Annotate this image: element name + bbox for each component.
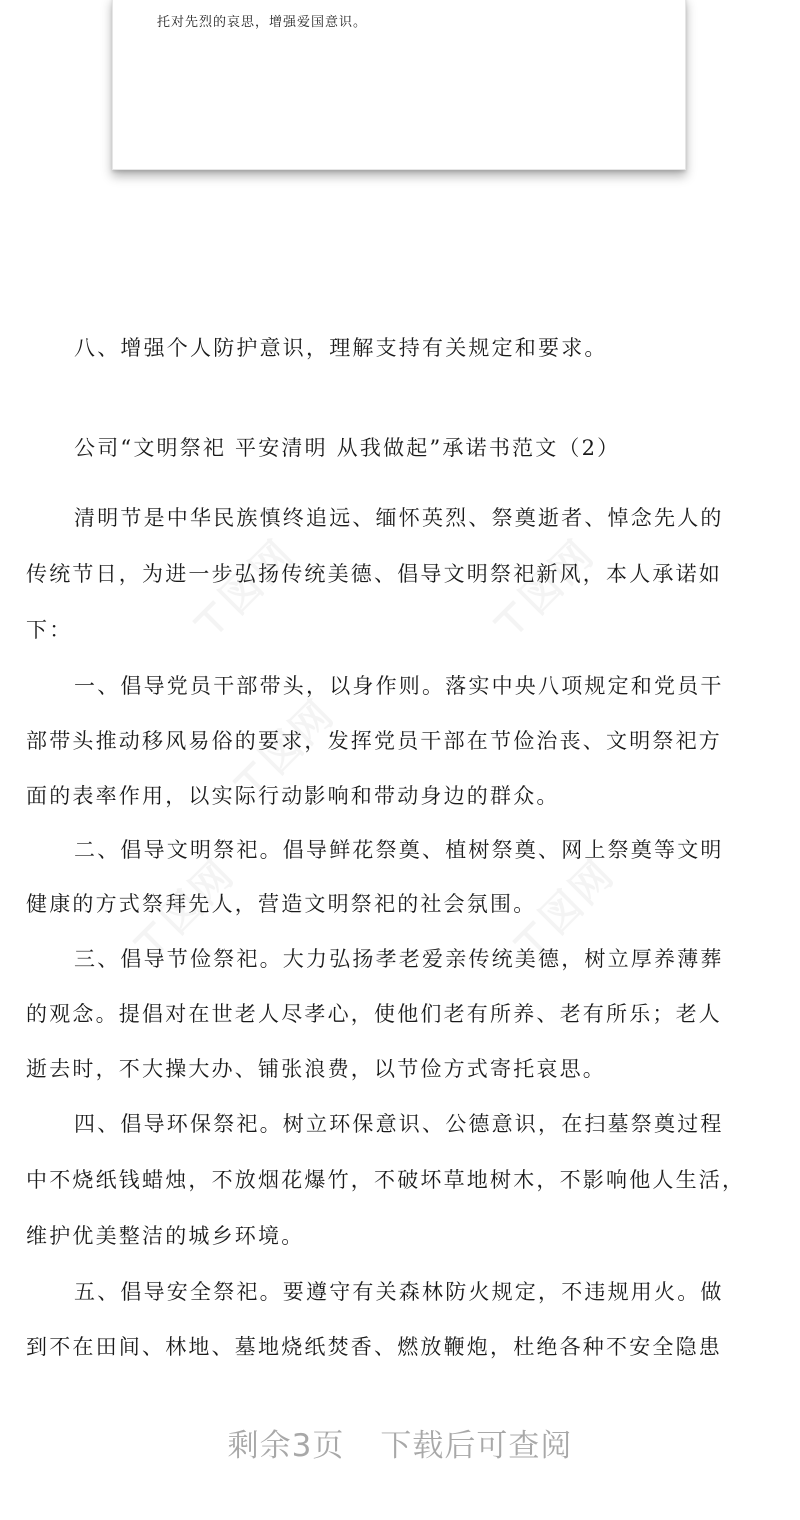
preview-page-text: 托对先烈的哀思，增强爱国意识。: [157, 15, 368, 30]
paragraph-two-line: 健康的方式祭拜先人，营造文明祭祀的社会氛围。: [26, 892, 537, 916]
paragraph-five-line: 五、倡导安全祭祀。要遵守有关森林防火规定，不违规用火。做: [74, 1280, 724, 1304]
intro-line: 下：: [26, 618, 73, 642]
paragraph-four-line: 中不烧纸钱蜡烛，不放烟花爆竹，不破坏草地树木，不影响他人生活，: [26, 1168, 746, 1192]
paragraph-four-line: 四、倡导环保祭祀。树立环保意识、公德意识，在扫墓祭奠过程: [74, 1112, 724, 1136]
paragraph-four-line: 维护优美整洁的城乡环境。: [26, 1224, 305, 1248]
paragraph-three-line: 逝去时，不大操大办、铺张浪费，以节俭方式寄托哀思。: [26, 1057, 606, 1081]
document-heading: 公司“文明祭祀 平安清明 从我做起”承诺书范文（2）: [74, 436, 621, 460]
paragraph-five-line: 到不在田间、林地、墓地烧纸焚香、燃放鞭炮，杜绝各种不安全隐患: [26, 1335, 722, 1359]
paragraph-one-line: 一、倡导党员干部带头，以身作则。落实中央八项规定和党员干: [74, 674, 724, 698]
download-prompt[interactable]: [0, 1420, 800, 1465]
remaining-pages-label: 剩余3页: [227, 1428, 345, 1464]
paragraph-two-line: 二、倡导文明祭祀。倡导鲜花祭奠、植树祭奠、网上祭奠等文明: [74, 838, 724, 862]
item-eight: 八、增强个人防护意识，理解支持有关规定和要求。: [74, 336, 608, 360]
intro-line: 清明节是中华民族慎终追远、缅怀英烈、祭奠逝者、悼念先人的: [74, 506, 724, 530]
download-to-view-label: 下载后可查阅: [380, 1428, 573, 1464]
paragraph-one-line: 面的表率作用，以实际行动影响和带动身边的群众。: [26, 784, 560, 808]
preview-page-card: [112, 0, 686, 170]
paragraph-one-line: 部带头推动移风易俗的要求，发挥党员干部在节俭治丧、文明祭祀方: [26, 729, 722, 753]
paragraph-three-line: 的观念。提倡对在世老人尽孝心，使他们老有所养、老有所乐；老人: [26, 1002, 722, 1026]
intro-line: 传统节日，为进一步弘扬传统美德、倡导文明祭祀新风，本人承诺如: [26, 562, 722, 586]
paragraph-three-line: 三、倡导节俭祭祀。大力弘扬孝老爱亲传统美德，树立厚养薄葬: [74, 947, 724, 971]
